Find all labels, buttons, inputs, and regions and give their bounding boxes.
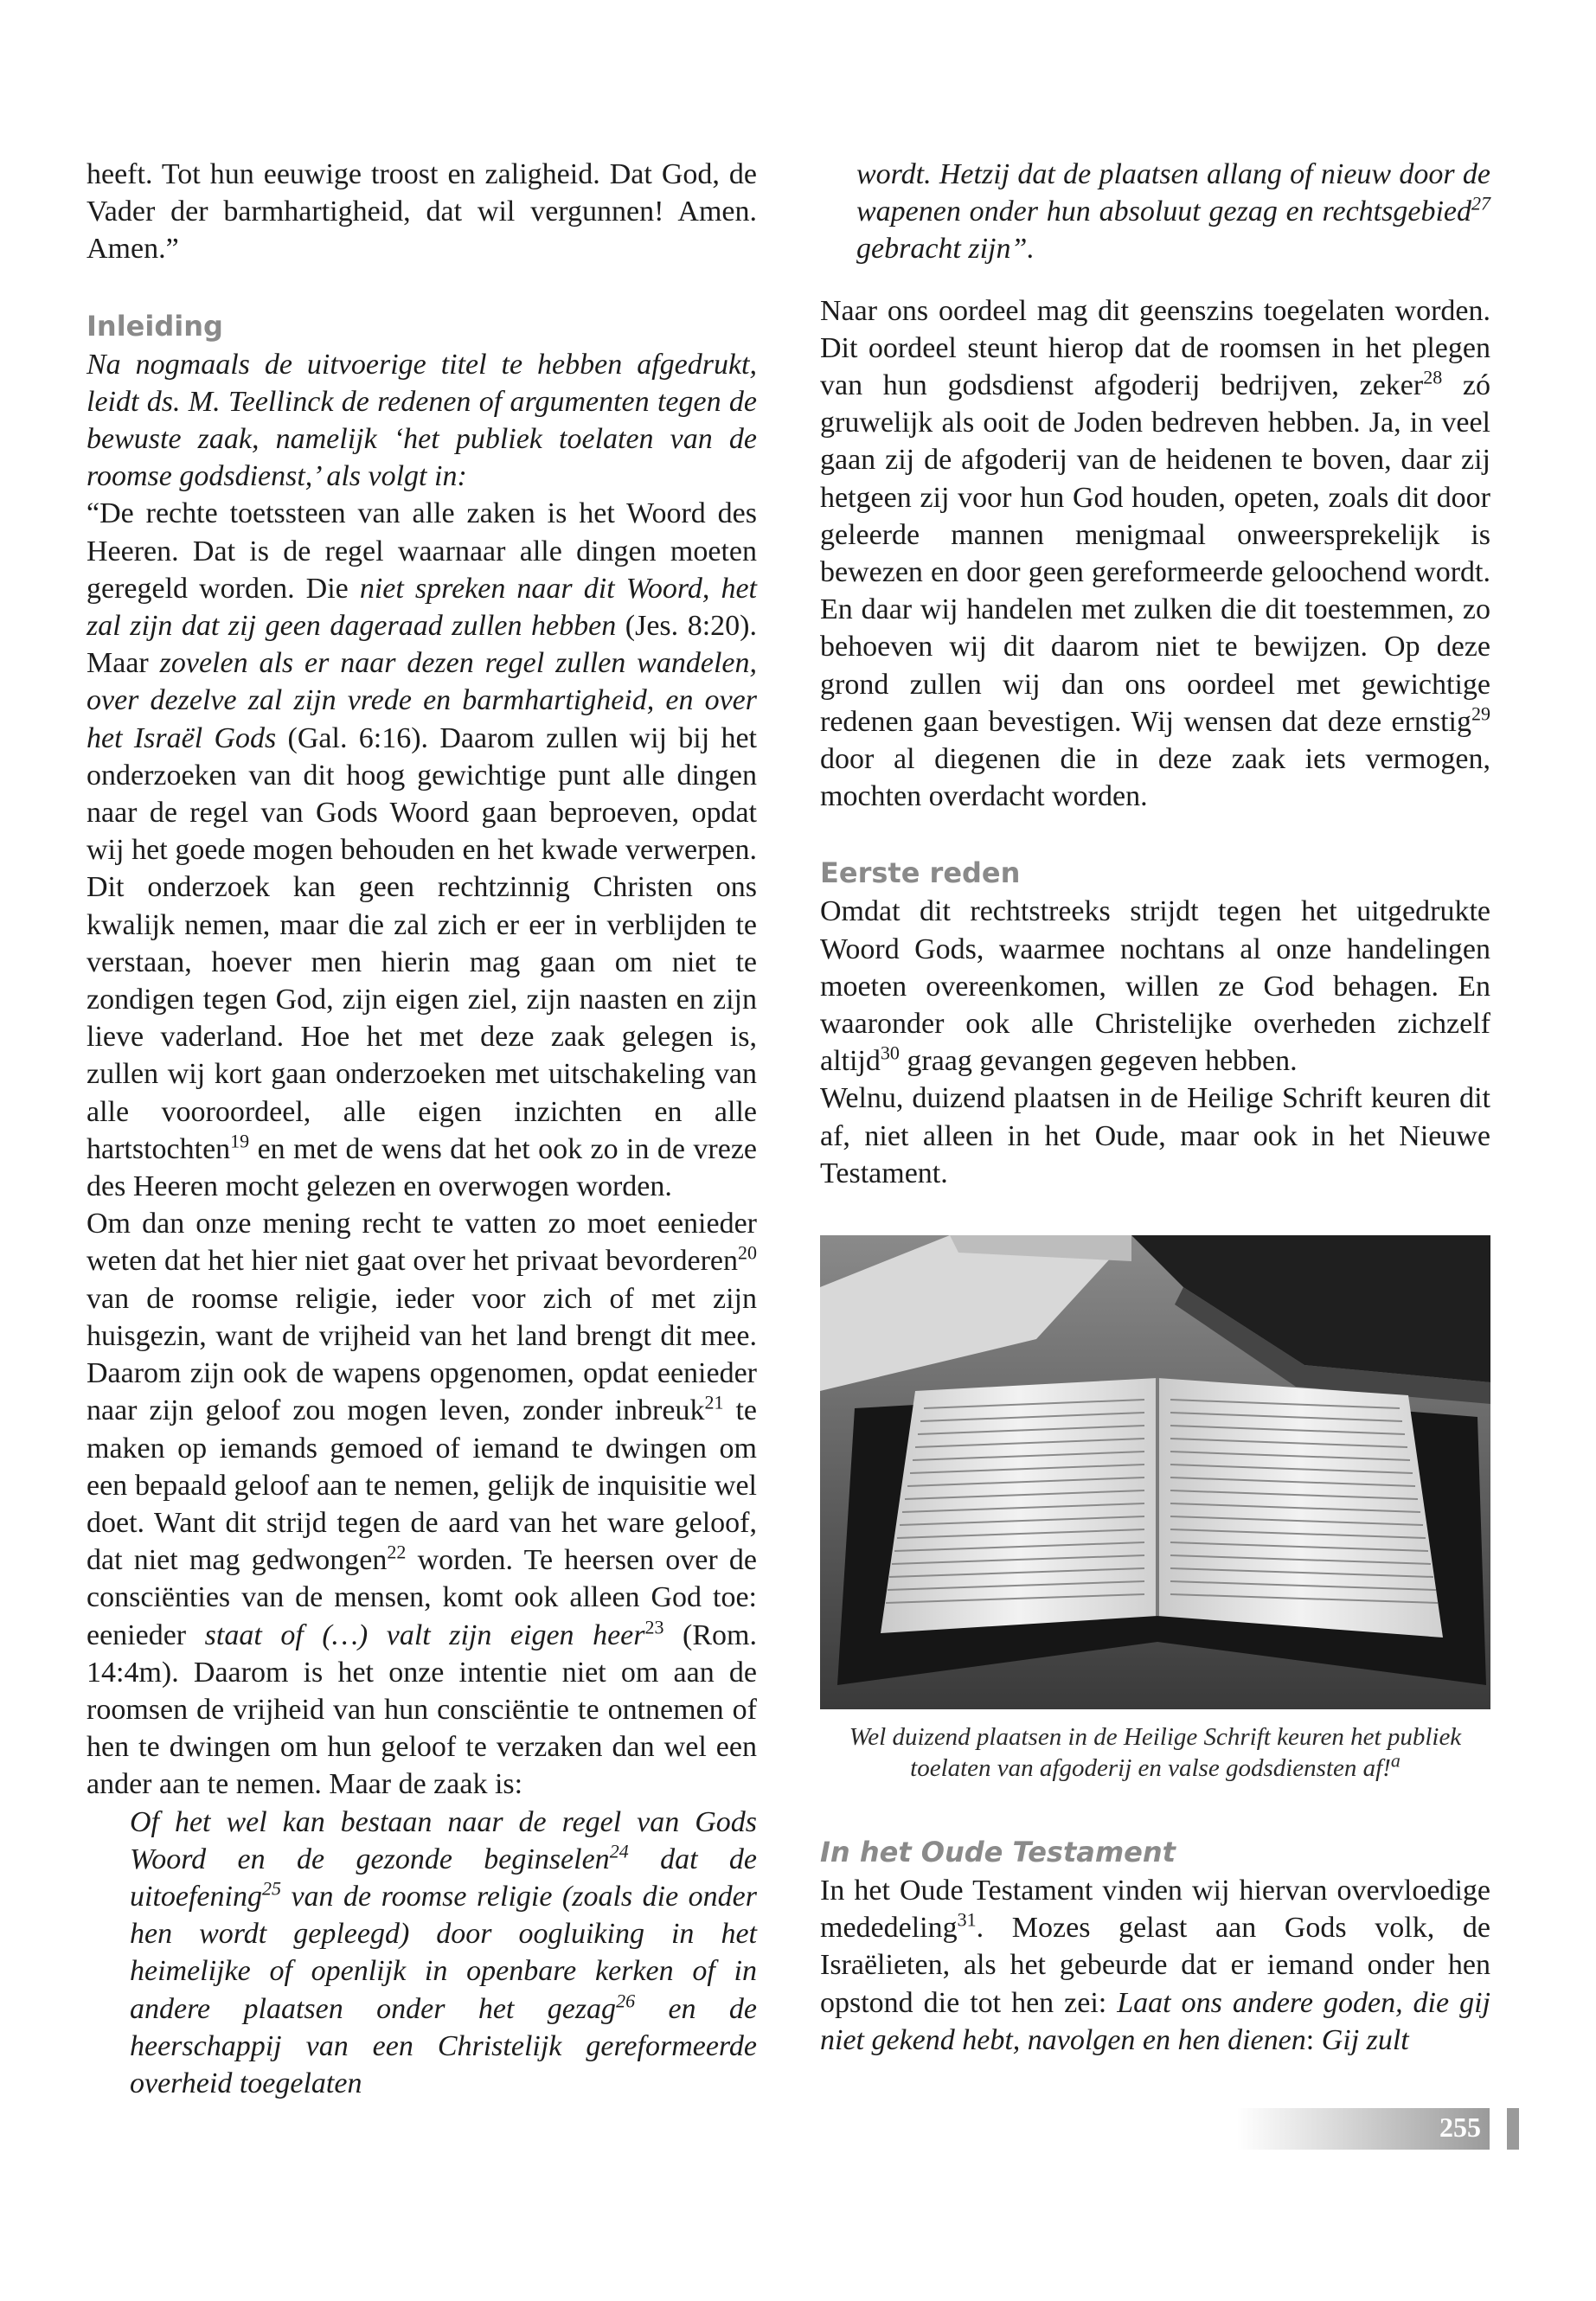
page-number: 255 bbox=[1439, 2112, 1481, 2143]
footnote-ref: 24 bbox=[609, 1840, 629, 1862]
caption-note-ref: a bbox=[1390, 1749, 1401, 1772]
intro-paragraph: Na nogmaals de uitvoerige titel te hebben afgedrukt, leidt ds. M. Teellinck de redenen of argumenten tegen de bewuste zaak, namelijk ‘het publiek toelaten van de roomse godsdienst,’ als volgt in: bbox=[87, 348, 757, 493]
paragraph-oude-testament: In het Oude Testament vinden wij hiervan overvloedige mededeling$^{31}$. Mozes gelast aan Gods volk, de Israëlieten, als het gebeurde dat er iemand onder hen opstond die tot hen zei: Laat ons andere goden, die gij niet gekend hebt, navolgen en hen dienen: Gij zult bbox=[820, 1875, 1490, 2056]
footnote-ref: 31 bbox=[957, 1908, 977, 1931]
right-column bbox=[820, 156, 1490, 2059]
footnote-ref: 22 bbox=[387, 1541, 407, 1563]
page-edge-bar bbox=[1507, 2108, 1519, 2150]
paragraph-toetssteen: “De rechte toetssteen van alle zaken is het Woord des Heeren. Dat is de regel waarnaar alle dingen moeten geregeld worden. Die niet spreken naar dit Woord, het zal zijn dat zij geen dageraad zullen hebben (Jes. 8:20). Maar zovelen als er naar dezen regel zullen wandelen, over dezelve zal zijn vrede en barmhartigheid, en over het Israël Gods (Gal. 6:16). Daarom zullen wij bij het onderzoeken van dit hoog gewichtige punt alle dingen naar de regel van Gods Woord gaan beproeven, opdat wij het goede mogen behouden en het kwade verwerpen. Dit onderzoek kan geen rechtzinnig Christen ons kwalijk nemen, maar die zal zich er eer in verblijden te verstaan, hoever men hierin mag gaan om niet te zondigen tegen God, zijn eigen ziel, zijn naasten en zijn lieve vaderland. Hoe het met deze zaak gelegen is, zullen wij kort gaan onderzoeken met uitschakeling van alle vooroordeel, alle eigen inzichten en alle hartstochten$^{19}$ en met de wens dat het ook zo in de vreze des Heeren mocht gelezen en overwogen worden. bbox=[87, 497, 757, 1203]
footnote-ref: 26 bbox=[616, 1990, 636, 2012]
opening-paragraph: heeft. Tot hun eeuwige troost en zaligheid. Dat God, de Vader der barmhartigheid, dat wil vergunnen! Amen. Amen.” bbox=[87, 158, 757, 266]
footnote-ref: 23 bbox=[644, 1616, 664, 1638]
footnote-ref: 27 bbox=[1471, 192, 1490, 215]
paragraph-mening: Om dan onze mening recht te vatten zo moet eenieder weten dat het hier niet gaat over het privaat bevorderen$^{20}$ van de roomse religie, ieder voor zich of met zijn huisgezin, want de vrijheid van het land brengt dit mee. Daarom zijn ook de wapens opgenomen, opdat eenieder naar zijn geloof zou mogen leven, zonder inbreuk$^{21}$ te maken op iemands gemoed of iemand te dwingen om een bepaald geloof aan te nemen, gelijk de inquisitie wel doet. Want dit strijd tegen de aard van het ware geloof, dat niet mag gedwongen$^{22}$ worden. Te heersen over de consciënties van de mensen, komt ook alleen God toe: eenieder staat of (…) valt zijn eigen heer$^{23}$ (Rom. 14:4m). Daarom is het onze intentie niet om aan de roomsen de vrijheid van hun consciëntie te ontnemen of hen te dwingen om hun geloof te verzaken dan wel een ander aan te nemen. Maar de zaak is: bbox=[87, 1208, 757, 1801]
footnote-ref: 29 bbox=[1471, 702, 1490, 725]
footnote-ref: 19 bbox=[230, 1130, 250, 1152]
footnote-ref: 25 bbox=[261, 1877, 281, 1900]
footnote-ref: 30 bbox=[880, 1042, 900, 1064]
paragraph-eerste-reden: Omdat dit rechtstreeks strijdt tegen het uitgedrukte Woord Gods, waarmee nochtans al onze handelingen moeten overeenkomen, willen ze God behagen. En waaronder ook alle Christelijke overheden zichzelf altijd$^{30}$ graag gevangen gegeven hebben. bbox=[820, 895, 1490, 1078]
paragraph-oordeel: Naar ons oordeel mag dit geenszins toegelaten worden. Dit oordeel steunt hierop dat de roomsen in het plegen van hun godsdienst afgoderij bedrijven, zeker$^{28}$ zó gruwelijk als ooit de Joden bedreven hebben. Ja, in veel gaan zij de afgoderij van de heidenen te boven, daar zij hetgeen zij voor hun God houden, opeten, zoals dit door geleerde mannen menigmaal onweersprekelijk is bewezen en door geen gereformeerde geloochend wordt. En daar wij handelen met zulken die dit toestemmen, zo behoeven wij dit daarom niet te bewijzen. Op deze grond zullen wij dan ons oordeel met gewichtige redenen gaan bevestigen. Wij wensen dat deze ernstig$^{29}$ door al diegenen die in deze zaak iets vermogen, mochten overdacht worden. bbox=[820, 294, 1491, 813]
paragraph-welnu: Welnu, duizend plaatsen in de Heilige Schrift keuren dit af, niet alleen in het Oude, maar ook in het Nieuwe Testament. bbox=[820, 1082, 1490, 1189]
block-quote: Of het wel kan bestaan naar de regel van Gods Woord en de gezonde beginselen$^{24}$ dat de uitoefening$^{25}$ van de roomse religie (zoals die onder hen wordt gepleegd) door oogluiking in het heimelijke of openlijk in openbare kerken of in andere plaatsen onder het gezag$^{26}$ en de heerschappij van een Christelijk gereformeerde overheid toegelaten bbox=[130, 1805, 757, 2099]
footnote-ref: 20 bbox=[738, 1242, 757, 1265]
heading-oude-testament: In het Oude Testament bbox=[820, 1836, 1176, 1869]
page-number-tab bbox=[1237, 2108, 1490, 2150]
photo-caption: Wel duizend plaatsen in de Heilige Schrift keuren het publiek toelaten van afgoderij en valse godsdiensten af!$^a$ bbox=[849, 1723, 1462, 1783]
bible-photo bbox=[820, 1235, 1490, 1709]
left-column bbox=[87, 156, 757, 2102]
heading-eerste-reden: Eerste reden bbox=[820, 856, 1021, 890]
footnote-ref: 28 bbox=[1423, 366, 1443, 388]
block-quote-continued: wordt. Hetzij dat de plaatsen allang of nieuw door de wapenen onder hun absoluut gezag en rechtsgebied$^{27}$ gebracht zijn”. bbox=[856, 158, 1490, 266]
heading-inleiding: Inleiding bbox=[87, 309, 223, 343]
footnote-ref: 21 bbox=[704, 1391, 724, 1413]
